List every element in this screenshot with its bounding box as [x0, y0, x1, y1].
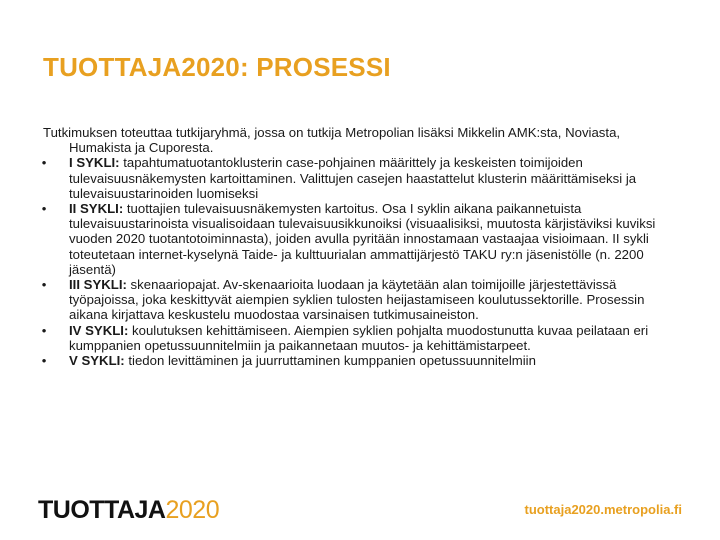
cycle-text: koulutuksen kehittämiseen. Aiempien syklien pohjalta muodostunutta kuvaa peilataan eri kumppanien opetussuunnitelmiin ja paikannetaan muutos- ja kehittämistarpeet. [69, 322, 649, 353]
logo-word: TUOTTAJA [38, 496, 166, 524]
cycle-text: tapahtumatuotantoklusterin case-pohjainen määrittely ja keskeisten toimijoiden tulevaisuusnäkemysten kartoittaminen. Valittujen casejen haastattelut klusterin määrittämiseksi ja tulevaisuustarinoiden luomiseksi [69, 155, 637, 201]
slide-body [43, 125, 683, 368]
slide-title: TUOTTAJA2020: PROSESSI [43, 52, 391, 82]
logo-year: 2020 [165, 496, 220, 524]
bullet-icon: • [41, 201, 47, 217]
list-item-cycle-1 [43, 155, 683, 201]
cycle-label: III SYKLI: [69, 277, 127, 293]
bullet-icon: • [41, 322, 47, 338]
cycle-text: skenaariopajat. Av-skenaarioita luodaan ja käytetään alan toimijoille järjestettävissä työpajoissa, joka keskittyvät aiempien syklien tulosten heijastamiseen koulutussektorille. Prosessin aikana kirjattava keskustelu muodostaa varsinaisen tutkimusaineiston. [69, 277, 645, 323]
bullet-icon: • [41, 353, 47, 369]
list-item-cycle-4 [43, 323, 683, 353]
cycle-text: tuottajien tulevaisuusnäkemysten kartoitus. Osa I syklin aikana paikannetuista tulevaisuustarinoista visualisoidaan tulevaisuusikkunoiksi (visuaalisiksi, muutosta kärjistäviksi kuviksi vuoden 2020 tuotantotoiminnasta), joiden avulla pyritään innostamaan vastaajaa visioimaan. II sykli toteutetaan internet-kyselynä Taide- ja kulttuurialan ammattijärjestö TAKU ry:n jäsenistölle (n. 2200 jäsentä) [69, 201, 656, 277]
bullet-icon: • [41, 277, 47, 293]
tuottaja-logo [38, 496, 219, 525]
cycle-label: V SYKLI: [69, 353, 125, 369]
footer-url-link[interactable]: tuottaja2020.metropolia.fi [524, 502, 682, 517]
intro-paragraph: Tutkimuksen toteuttaa tutkijaryhmä, jossa on tutkija Metropolian lisäksi Mikkelin AMK:sta, Noviasta, Humakista ja Cuporesta. [43, 125, 621, 156]
cycle-label: IV SYKLI: [69, 322, 129, 338]
bullet-icon: • [41, 155, 47, 171]
cycle-text: tiedon levittäminen ja juurruttaminen kumppanien opetussuunnitelmiin [124, 353, 536, 369]
cycle-label: II SYKLI: [69, 201, 124, 217]
cycle-label: I SYKLI: [69, 155, 120, 171]
list-item-cycle-5 [43, 353, 683, 368]
list-item-cycle-2 [43, 201, 683, 277]
list-item-cycle-3 [43, 277, 683, 323]
cycle-list [43, 155, 683, 368]
